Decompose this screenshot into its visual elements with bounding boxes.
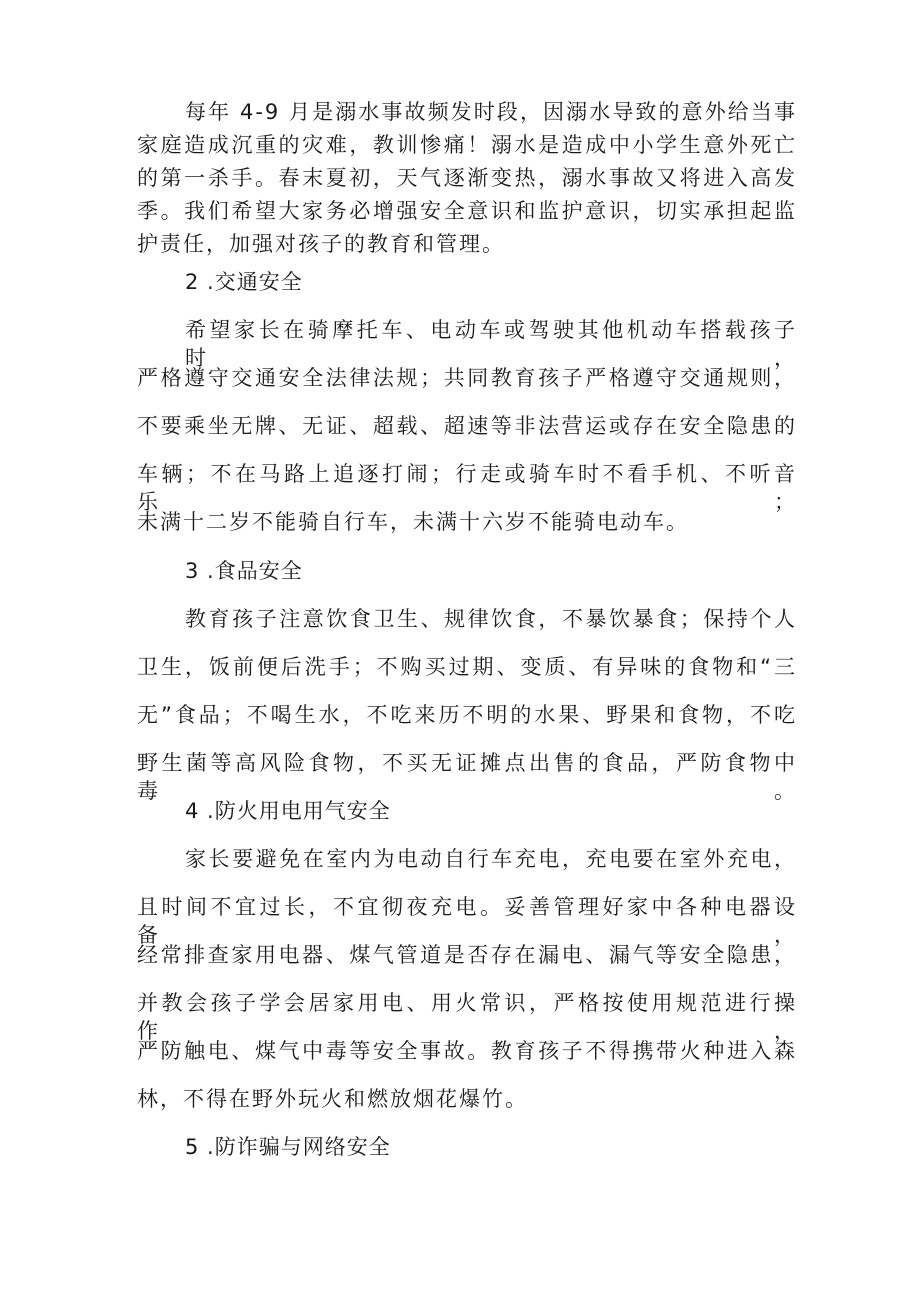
text-line: 无”食品；不喝生水，不吃来历不明的水果、野果和食物，不吃 — [137, 703, 797, 727]
text-line: 每年 4-9 月是溺水事故频发时段，因溺水导致的意外给当事 — [185, 100, 797, 124]
section-heading-traffic: 2 .交通安全 — [185, 270, 303, 294]
text-line: 未满十二岁不能骑自行车，未满十六岁不能骑电动车。 — [137, 510, 689, 534]
text-line: 且时间不宜过长，不宜彻夜充电。妥善管理好家中各种电器设备， — [137, 895, 797, 947]
text-line: 家庭造成沉重的灾难，教训惨痛！溺水是造成中小学生意外死亡 — [137, 133, 797, 157]
text-line: 的第一杀手。春末夏初，天气逐渐变热，溺水事故又将进入高发 — [137, 166, 797, 190]
section-heading-fire: 4 .防火用电用气安全 — [185, 799, 391, 823]
text-line: 车辆；不在马路上追逐打闹；行走或骑车时不看手机、不听音乐； — [137, 462, 797, 514]
text-line: 严防触电、煤气中毒等安全事故。教育孩子不得携带火种进入森 — [137, 1039, 797, 1063]
text-line: 家长要避免在室内为电动自行车充电，充电要在室外充电， — [185, 847, 797, 871]
text-line: 野生菌等高风险食物，不买无证摊点出售的食品，严防食物中毒。 — [137, 751, 797, 803]
text-line: 季。我们希望大家务必增强安全意识和监护意识，切实承担起监 — [137, 199, 797, 223]
text-line: 并教会孩子学会居家用电、用火常识，严格按使用规范进行操作， — [137, 991, 797, 1043]
text-line: 教育孩子注意饮食卫生、规律饮食，不暴饮暴食；保持个人 — [185, 607, 797, 631]
section-heading-fraud: 5 .防诈骗与网络安全 — [185, 1135, 391, 1159]
text-line: 希望家长在骑摩托车、电动车或驾驶其他机动车搭载孩子时， — [185, 318, 797, 370]
text-line: 卫生，饭前便后洗手；不购买过期、变质、有异味的食物和“三 — [137, 655, 797, 679]
text-line: 林，不得在野外玩火和燃放烟花爆竹。 — [137, 1087, 528, 1111]
section-heading-food: 3 .食品安全 — [185, 559, 303, 583]
text-line: 严格遵守交通安全法律法规；共同教育孩子严格遵守交通规则， — [137, 366, 797, 390]
text-line: 护责任，加强对孩子的教育和管理。 — [137, 232, 505, 256]
text-line: 不要乘坐无牌、无证、超载、超速等非法营运或存在安全隐患的 — [137, 414, 797, 438]
text-line: 经常排查家用电器、煤气管道是否存在漏电、漏气等安全隐患， — [137, 943, 797, 967]
